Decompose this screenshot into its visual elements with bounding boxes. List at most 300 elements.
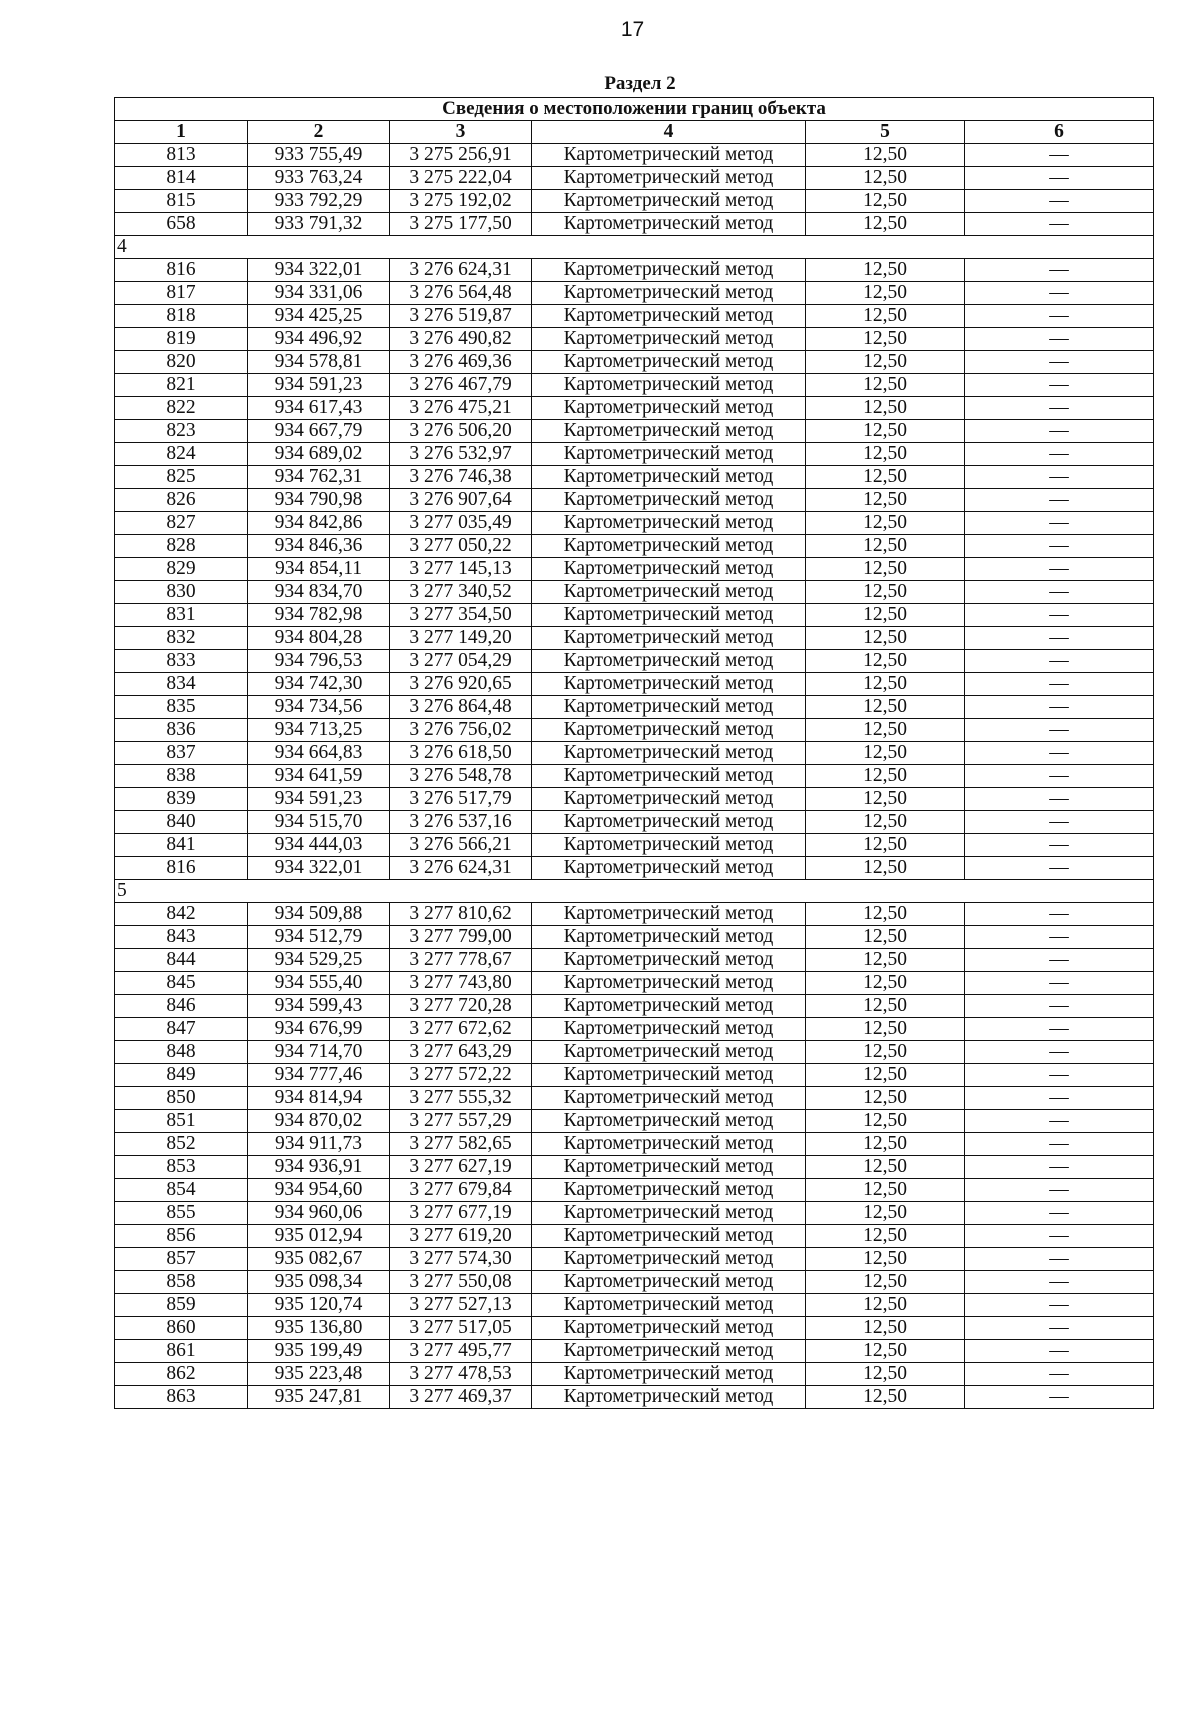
table-row — [115, 1179, 1154, 1202]
accuracy-cell: 12,50 — [806, 420, 965, 443]
method-cell: Картометрический метод — [532, 351, 806, 374]
point-number-cell: 831 — [115, 604, 248, 627]
point-number-cell: 824 — [115, 443, 248, 466]
accuracy-cell: 12,50 — [806, 1363, 965, 1386]
x-coordinate-cell: 934 782,98 — [248, 604, 390, 627]
method-cell: Картометрический метод — [532, 466, 806, 489]
method-cell: Картометрический метод — [532, 558, 806, 581]
table-row — [115, 443, 1154, 466]
accuracy-cell: 12,50 — [806, 443, 965, 466]
y-coordinate-cell: 3 276 624,31 — [390, 259, 532, 282]
y-coordinate-cell: 3 276 920,65 — [390, 673, 532, 696]
table-row — [115, 742, 1154, 765]
point-number-cell: 853 — [115, 1156, 248, 1179]
accuracy-cell: 12,50 — [806, 489, 965, 512]
point-number-cell: 830 — [115, 581, 248, 604]
note-cell: — — [965, 949, 1154, 972]
method-cell: Картометрический метод — [532, 512, 806, 535]
accuracy-cell: 12,50 — [806, 1294, 965, 1317]
y-coordinate-cell: 3 277 572,22 — [390, 1064, 532, 1087]
note-cell: — — [965, 650, 1154, 673]
x-coordinate-cell: 934 689,02 — [248, 443, 390, 466]
point-number-cell: 823 — [115, 420, 248, 443]
table-row — [115, 420, 1154, 443]
note-cell: — — [965, 926, 1154, 949]
y-coordinate-cell: 3 277 555,32 — [390, 1087, 532, 1110]
point-number-cell: 842 — [115, 903, 248, 926]
y-coordinate-cell: 3 277 582,65 — [390, 1133, 532, 1156]
note-cell: — — [965, 558, 1154, 581]
x-coordinate-cell: 934 331,06 — [248, 282, 390, 305]
point-number-cell: 834 — [115, 673, 248, 696]
accuracy-cell: 12,50 — [806, 719, 965, 742]
table-caption: Сведения о местоположении границ объекта — [115, 98, 1154, 121]
point-number-cell: 817 — [115, 282, 248, 305]
table-row — [115, 328, 1154, 351]
accuracy-cell: 12,50 — [806, 282, 965, 305]
note-cell: — — [965, 1271, 1154, 1294]
method-cell: Картометрический метод — [532, 1064, 806, 1087]
x-coordinate-cell: 934 578,81 — [248, 351, 390, 374]
method-cell: Картометрический метод — [532, 1087, 806, 1110]
point-number-cell: 819 — [115, 328, 248, 351]
accuracy-cell: 12,50 — [806, 1248, 965, 1271]
y-coordinate-cell: 3 277 050,22 — [390, 535, 532, 558]
accuracy-cell: 12,50 — [806, 1179, 965, 1202]
accuracy-cell: 12,50 — [806, 627, 965, 650]
method-cell: Картометрический метод — [532, 926, 806, 949]
note-cell: — — [965, 1317, 1154, 1340]
accuracy-cell: 12,50 — [806, 673, 965, 696]
note-cell: — — [965, 443, 1154, 466]
method-cell: Картометрический метод — [532, 397, 806, 420]
method-cell: Картометрический метод — [532, 420, 806, 443]
note-cell: — — [965, 420, 1154, 443]
table-row — [115, 926, 1154, 949]
accuracy-cell: 12,50 — [806, 535, 965, 558]
accuracy-cell: 12,50 — [806, 1271, 965, 1294]
y-coordinate-cell: 3 277 035,49 — [390, 512, 532, 535]
x-coordinate-cell: 934 555,40 — [248, 972, 390, 995]
x-coordinate-cell: 934 870,02 — [248, 1110, 390, 1133]
table-row — [115, 213, 1154, 236]
y-coordinate-cell: 3 277 720,28 — [390, 995, 532, 1018]
x-coordinate-cell: 934 713,25 — [248, 719, 390, 742]
note-cell: — — [965, 1225, 1154, 1248]
table-row — [115, 1363, 1154, 1386]
note-cell: — — [965, 213, 1154, 236]
method-cell: Картометрический метод — [532, 1248, 806, 1271]
x-coordinate-cell: 934 796,53 — [248, 650, 390, 673]
point-number-cell: 816 — [115, 259, 248, 282]
table-row — [115, 811, 1154, 834]
note-cell: — — [965, 1248, 1154, 1271]
point-number-cell: 826 — [115, 489, 248, 512]
x-coordinate-cell: 934 762,31 — [248, 466, 390, 489]
x-coordinate-cell: 934 842,86 — [248, 512, 390, 535]
point-number-cell: 821 — [115, 374, 248, 397]
accuracy-cell: 12,50 — [806, 328, 965, 351]
boundary-coordinates-table — [114, 97, 1154, 1409]
method-cell: Картометрический метод — [532, 604, 806, 627]
header-cell-6: 6 — [965, 121, 1154, 144]
table-row — [115, 1156, 1154, 1179]
accuracy-cell: 12,50 — [806, 1110, 965, 1133]
section-title: Раздел 2 — [604, 73, 676, 94]
x-coordinate-cell: 933 763,24 — [248, 167, 390, 190]
method-cell: Картометрический метод — [532, 1110, 806, 1133]
x-coordinate-cell: 934 814,94 — [248, 1087, 390, 1110]
y-coordinate-cell: 3 276 566,21 — [390, 834, 532, 857]
y-coordinate-cell: 3 276 506,20 — [390, 420, 532, 443]
point-number-cell: 855 — [115, 1202, 248, 1225]
method-cell: Картометрический метод — [532, 1386, 806, 1409]
method-cell: Картометрический метод — [532, 1133, 806, 1156]
table-row — [115, 1041, 1154, 1064]
accuracy-cell: 12,50 — [806, 765, 965, 788]
table-row — [115, 512, 1154, 535]
table-row — [115, 834, 1154, 857]
y-coordinate-cell: 3 277 778,67 — [390, 949, 532, 972]
table-body — [115, 98, 1154, 1409]
point-number-cell: 845 — [115, 972, 248, 995]
y-coordinate-cell: 3 277 799,00 — [390, 926, 532, 949]
table-row — [115, 972, 1154, 995]
method-cell: Картометрический метод — [532, 995, 806, 1018]
method-cell: Картометрический метод — [532, 374, 806, 397]
y-coordinate-cell: 3 277 677,19 — [390, 1202, 532, 1225]
table-row — [115, 1064, 1154, 1087]
contour-number: 4 — [115, 236, 1154, 259]
table-row — [115, 719, 1154, 742]
note-cell: — — [965, 512, 1154, 535]
header-cell-3: 3 — [390, 121, 532, 144]
method-cell: Картометрический метод — [532, 949, 806, 972]
point-number-cell: 858 — [115, 1271, 248, 1294]
point-number-cell: 835 — [115, 696, 248, 719]
point-number-cell: 854 — [115, 1179, 248, 1202]
accuracy-cell: 12,50 — [806, 834, 965, 857]
accuracy-cell: 12,50 — [806, 1225, 965, 1248]
point-number-cell: 814 — [115, 167, 248, 190]
accuracy-cell: 12,50 — [806, 1018, 965, 1041]
point-number-cell: 838 — [115, 765, 248, 788]
method-cell: Картометрический метод — [532, 305, 806, 328]
x-coordinate-cell: 934 936,91 — [248, 1156, 390, 1179]
point-number-cell: 861 — [115, 1340, 248, 1363]
table-header-row — [115, 121, 1154, 144]
y-coordinate-cell: 3 276 475,21 — [390, 397, 532, 420]
table-row — [115, 673, 1154, 696]
note-cell: — — [965, 1041, 1154, 1064]
x-coordinate-cell: 934 676,99 — [248, 1018, 390, 1041]
x-coordinate-cell: 934 617,43 — [248, 397, 390, 420]
x-coordinate-cell: 934 954,60 — [248, 1179, 390, 1202]
note-cell: — — [965, 397, 1154, 420]
note-cell: — — [965, 1110, 1154, 1133]
method-cell: Картометрический метод — [532, 834, 806, 857]
accuracy-cell: 12,50 — [806, 1340, 965, 1363]
header-cell-4: 4 — [532, 121, 806, 144]
point-number-cell: 847 — [115, 1018, 248, 1041]
note-cell: — — [965, 719, 1154, 742]
note-cell: — — [965, 1340, 1154, 1363]
note-cell: — — [965, 1087, 1154, 1110]
point-number-cell: 658 — [115, 213, 248, 236]
accuracy-cell: 12,50 — [806, 144, 965, 167]
point-number-cell: 839 — [115, 788, 248, 811]
note-cell: — — [965, 995, 1154, 1018]
note-cell: — — [965, 765, 1154, 788]
method-cell: Картометрический метод — [532, 489, 806, 512]
method-cell: Картометрический метод — [532, 1271, 806, 1294]
method-cell: Картометрический метод — [532, 811, 806, 834]
point-number-cell: 840 — [115, 811, 248, 834]
method-cell: Картометрический метод — [532, 972, 806, 995]
table-row — [115, 903, 1154, 926]
point-number-cell: 843 — [115, 926, 248, 949]
point-number-cell: 815 — [115, 190, 248, 213]
x-coordinate-cell: 933 755,49 — [248, 144, 390, 167]
note-cell: — — [965, 673, 1154, 696]
x-coordinate-cell: 934 664,83 — [248, 742, 390, 765]
y-coordinate-cell: 3 277 527,13 — [390, 1294, 532, 1317]
method-cell: Картометрический метод — [532, 167, 806, 190]
x-coordinate-cell: 935 136,80 — [248, 1317, 390, 1340]
point-number-cell: 822 — [115, 397, 248, 420]
x-coordinate-cell: 934 834,70 — [248, 581, 390, 604]
header-cell-5: 5 — [806, 121, 965, 144]
y-coordinate-cell: 3 276 519,87 — [390, 305, 532, 328]
point-number-cell: 820 — [115, 351, 248, 374]
contour-group-row — [115, 880, 1154, 903]
note-cell: — — [965, 328, 1154, 351]
method-cell: Картометрический метод — [532, 903, 806, 926]
y-coordinate-cell: 3 277 810,62 — [390, 903, 532, 926]
header-cell-2: 2 — [248, 121, 390, 144]
y-coordinate-cell: 3 277 340,52 — [390, 581, 532, 604]
y-coordinate-cell: 3 276 564,48 — [390, 282, 532, 305]
y-coordinate-cell: 3 275 192,02 — [390, 190, 532, 213]
accuracy-cell: 12,50 — [806, 1064, 965, 1087]
point-number-cell: 852 — [115, 1133, 248, 1156]
note-cell: — — [965, 696, 1154, 719]
note-cell: — — [965, 144, 1154, 167]
point-number-cell: 846 — [115, 995, 248, 1018]
x-coordinate-cell: 934 641,59 — [248, 765, 390, 788]
table-row — [115, 1317, 1154, 1340]
note-cell: — — [965, 259, 1154, 282]
y-coordinate-cell: 3 276 756,02 — [390, 719, 532, 742]
point-number-cell: 850 — [115, 1087, 248, 1110]
table-row — [115, 696, 1154, 719]
y-coordinate-cell: 3 277 469,37 — [390, 1386, 532, 1409]
y-coordinate-cell: 3 277 643,29 — [390, 1041, 532, 1064]
y-coordinate-cell: 3 275 256,91 — [390, 144, 532, 167]
method-cell: Картометрический метод — [532, 788, 806, 811]
point-number-cell: 828 — [115, 535, 248, 558]
table-row — [115, 1294, 1154, 1317]
method-cell: Картометрический метод — [532, 535, 806, 558]
method-cell: Картометрический метод — [532, 1340, 806, 1363]
x-coordinate-cell: 934 734,56 — [248, 696, 390, 719]
point-number-cell: 841 — [115, 834, 248, 857]
x-coordinate-cell: 934 515,70 — [248, 811, 390, 834]
table-row — [115, 1133, 1154, 1156]
header-cell-1: 1 — [115, 121, 248, 144]
accuracy-cell: 12,50 — [806, 650, 965, 673]
y-coordinate-cell: 3 277 574,30 — [390, 1248, 532, 1271]
point-number-cell: 836 — [115, 719, 248, 742]
x-coordinate-cell: 934 496,92 — [248, 328, 390, 351]
method-cell: Картометрический метод — [532, 1179, 806, 1202]
table-row — [115, 1202, 1154, 1225]
x-coordinate-cell: 935 247,81 — [248, 1386, 390, 1409]
table-row — [115, 788, 1154, 811]
y-coordinate-cell: 3 276 864,48 — [390, 696, 532, 719]
contour-group-row — [115, 236, 1154, 259]
method-cell: Картометрический метод — [532, 765, 806, 788]
x-coordinate-cell: 935 120,74 — [248, 1294, 390, 1317]
accuracy-cell: 12,50 — [806, 1041, 965, 1064]
y-coordinate-cell: 3 275 177,50 — [390, 213, 532, 236]
y-coordinate-cell: 3 277 495,77 — [390, 1340, 532, 1363]
y-coordinate-cell: 3 276 537,16 — [390, 811, 532, 834]
y-coordinate-cell: 3 276 467,79 — [390, 374, 532, 397]
accuracy-cell: 12,50 — [806, 995, 965, 1018]
note-cell: — — [965, 167, 1154, 190]
note-cell: — — [965, 1386, 1154, 1409]
table-row — [115, 466, 1154, 489]
note-cell: — — [965, 581, 1154, 604]
point-number-cell: 862 — [115, 1363, 248, 1386]
table-row — [115, 949, 1154, 972]
accuracy-cell: 12,50 — [806, 811, 965, 834]
accuracy-cell: 12,50 — [806, 512, 965, 535]
x-coordinate-cell: 934 790,98 — [248, 489, 390, 512]
table-row — [115, 282, 1154, 305]
method-cell: Картометрический метод — [532, 328, 806, 351]
table-row — [115, 604, 1154, 627]
x-coordinate-cell: 933 792,29 — [248, 190, 390, 213]
table-row — [115, 581, 1154, 604]
table-row — [115, 167, 1154, 190]
y-coordinate-cell: 3 276 517,79 — [390, 788, 532, 811]
x-coordinate-cell: 934 714,70 — [248, 1041, 390, 1064]
point-number-cell: 859 — [115, 1294, 248, 1317]
accuracy-cell: 12,50 — [806, 351, 965, 374]
table-row — [115, 1087, 1154, 1110]
accuracy-cell: 12,50 — [806, 466, 965, 489]
accuracy-cell: 12,50 — [806, 581, 965, 604]
point-number-cell: 849 — [115, 1064, 248, 1087]
accuracy-cell: 12,50 — [806, 972, 965, 995]
x-coordinate-cell: 934 529,25 — [248, 949, 390, 972]
accuracy-cell: 12,50 — [806, 190, 965, 213]
method-cell: Картометрический метод — [532, 213, 806, 236]
method-cell: Картометрический метод — [532, 282, 806, 305]
x-coordinate-cell: 934 667,79 — [248, 420, 390, 443]
note-cell: — — [965, 1202, 1154, 1225]
x-coordinate-cell: 934 911,73 — [248, 1133, 390, 1156]
method-cell: Картометрический метод — [532, 1041, 806, 1064]
table-row — [115, 558, 1154, 581]
method-cell: Картометрический метод — [532, 650, 806, 673]
table-row — [115, 995, 1154, 1018]
method-cell: Картометрический метод — [532, 1363, 806, 1386]
accuracy-cell: 12,50 — [806, 1317, 965, 1340]
note-cell: — — [965, 604, 1154, 627]
x-coordinate-cell: 935 082,67 — [248, 1248, 390, 1271]
table-row — [115, 397, 1154, 420]
y-coordinate-cell: 3 276 618,50 — [390, 742, 532, 765]
table-row — [115, 374, 1154, 397]
y-coordinate-cell: 3 275 222,04 — [390, 167, 532, 190]
note-cell: — — [965, 535, 1154, 558]
table-row — [115, 857, 1154, 880]
table-row — [115, 190, 1154, 213]
method-cell: Картометрический метод — [532, 673, 806, 696]
x-coordinate-cell: 933 791,32 — [248, 213, 390, 236]
x-coordinate-cell: 934 509,88 — [248, 903, 390, 926]
table-caption-row — [115, 98, 1154, 121]
point-number-cell: 848 — [115, 1041, 248, 1064]
y-coordinate-cell: 3 277 054,29 — [390, 650, 532, 673]
table-row — [115, 351, 1154, 374]
point-number-cell: 851 — [115, 1110, 248, 1133]
accuracy-cell: 12,50 — [806, 788, 965, 811]
table-row — [115, 650, 1154, 673]
point-number-cell: 816 — [115, 857, 248, 880]
y-coordinate-cell: 3 276 746,38 — [390, 466, 532, 489]
table-row — [115, 1386, 1154, 1409]
accuracy-cell: 12,50 — [806, 1133, 965, 1156]
accuracy-cell: 12,50 — [806, 903, 965, 926]
y-coordinate-cell: 3 277 550,08 — [390, 1271, 532, 1294]
note-cell: — — [965, 190, 1154, 213]
point-number-cell: 856 — [115, 1225, 248, 1248]
x-coordinate-cell: 934 322,01 — [248, 259, 390, 282]
note-cell: — — [965, 903, 1154, 926]
y-coordinate-cell: 3 276 532,97 — [390, 443, 532, 466]
x-coordinate-cell: 934 591,23 — [248, 374, 390, 397]
accuracy-cell: 12,50 — [806, 1156, 965, 1179]
table-row — [115, 1340, 1154, 1363]
point-number-cell: 844 — [115, 949, 248, 972]
y-coordinate-cell: 3 277 354,50 — [390, 604, 532, 627]
note-cell: — — [965, 811, 1154, 834]
y-coordinate-cell: 3 277 517,05 — [390, 1317, 532, 1340]
method-cell: Картометрический метод — [532, 1156, 806, 1179]
note-cell: — — [965, 1156, 1154, 1179]
x-coordinate-cell: 934 804,28 — [248, 627, 390, 650]
note-cell: — — [965, 627, 1154, 650]
table-row — [115, 765, 1154, 788]
page-number: 17 — [620, 18, 645, 41]
y-coordinate-cell: 3 277 145,13 — [390, 558, 532, 581]
note-cell: — — [965, 857, 1154, 880]
x-coordinate-cell: 935 223,48 — [248, 1363, 390, 1386]
note-cell: — — [965, 834, 1154, 857]
note-cell: — — [965, 282, 1154, 305]
y-coordinate-cell: 3 277 149,20 — [390, 627, 532, 650]
x-coordinate-cell: 934 846,36 — [248, 535, 390, 558]
point-number-cell: 829 — [115, 558, 248, 581]
y-coordinate-cell: 3 276 548,78 — [390, 765, 532, 788]
accuracy-cell: 12,50 — [806, 926, 965, 949]
y-coordinate-cell: 3 277 478,53 — [390, 1363, 532, 1386]
y-coordinate-cell: 3 277 679,84 — [390, 1179, 532, 1202]
